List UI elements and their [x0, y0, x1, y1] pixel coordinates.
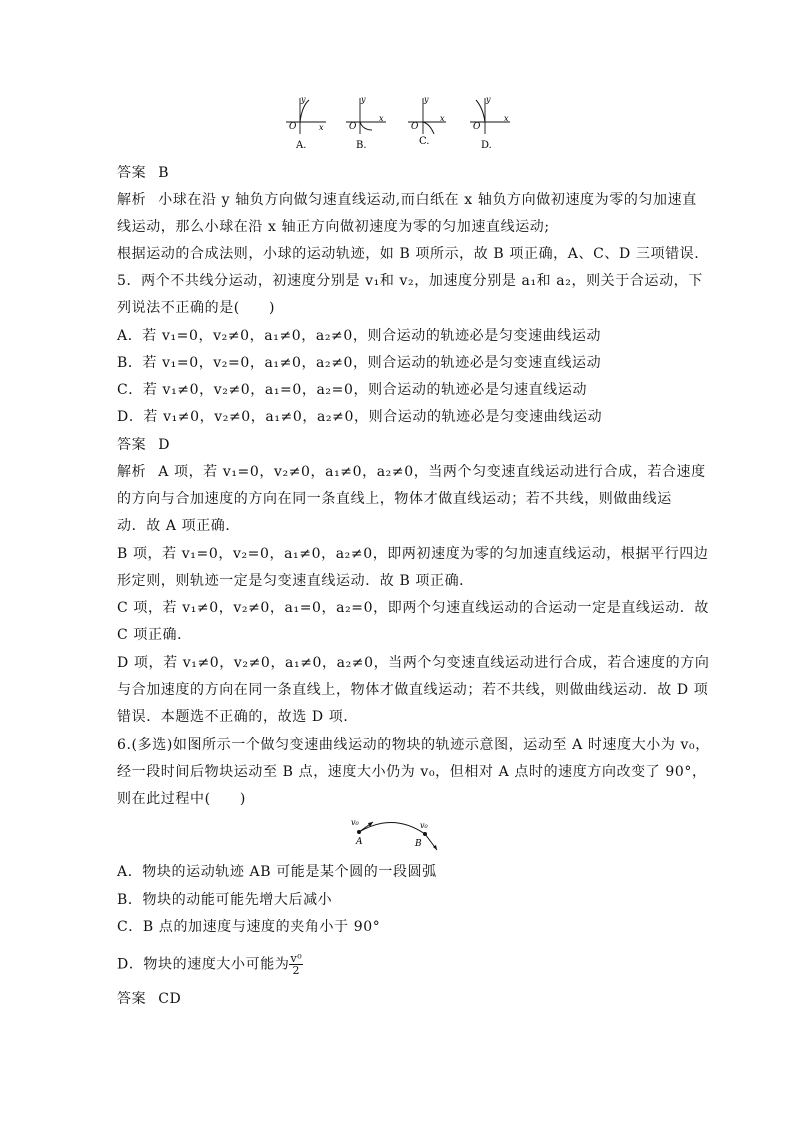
- fraction-denominator: 2: [292, 964, 301, 977]
- q5-analysis-line: D 项，若 v₁≠0，v₂≠0，a₁≠0，a₂≠0，当两个匀变速直线运动进行合成，若合速度的方向: [117, 655, 710, 671]
- analysis-label: 解析: [117, 192, 147, 208]
- axis-y-label: y: [486, 95, 491, 104]
- q4-analysis-line: 根据运动的合成法则，小球的运动轨迹，如 B 项所示，故 B 项正确，A、C、D 三项错误.: [117, 246, 700, 262]
- q6-stem: 经一段时间后物块运动至 B 点，速度大小仍为 v₀，但相对 A 点时的速度方向改变了 90°，: [117, 764, 707, 780]
- q6-stem: 6.(多选)如图所示一个做匀变速曲线运动的物块的轨迹示意图，运动至 A 时速度大小为 v₀，: [117, 737, 710, 753]
- q6-answer: [117, 990, 683, 1008]
- option-a-label: A.: [296, 140, 307, 151]
- q5-analysis-line: 与合加速度的方向在同一条直线上，物体才做直线运动；若不共线，则做曲线运动．故 D 项: [117, 682, 709, 698]
- q6-option-a: A．物块的运动轨迹 AB 可能是某个圆的一段圆弧: [117, 864, 437, 880]
- q6-trajectory-figure: [345, 818, 445, 854]
- analysis-text: 小球在沿 y 轴负方向做匀速直线运动,而白纸在 x 轴负方向做初速度为零的匀加速直: [158, 192, 697, 208]
- answer-value: CD: [158, 991, 182, 1007]
- origin-label: O: [473, 122, 481, 132]
- q5-analysis-line: 错误．本题选不正确的，故选 D 项．: [117, 709, 358, 725]
- q4-analysis-line: [117, 191, 697, 209]
- q5-analysis-line: 的方向与合加速度的方向在同一条直线上，物体才做直线运动；若不共线，则做曲线运: [117, 491, 672, 507]
- q5-analysis-line: C 项正确．: [117, 627, 192, 643]
- q5-analysis-line: 动．故 A 项正确．: [117, 518, 241, 534]
- axis-y-label: y: [301, 95, 306, 104]
- point-b-marker: [423, 832, 427, 836]
- axis-x-label: x: [319, 123, 324, 132]
- q4-answer: [117, 164, 683, 182]
- point-a-marker: [357, 830, 361, 834]
- analysis-text: A 项，若 v₁=0，v₂≠0，a₁≠0，a₂≠0，当两个匀变速直线运动进行合成，若合速度: [158, 464, 706, 480]
- axis-y-label: y: [424, 95, 429, 104]
- q5-analysis-line: [117, 463, 706, 481]
- q5-analysis-line: C 项，若 v₁≠0，v₂≠0，a₁=0，a₂=0，即两个匀速直线运动的合运动一定是直线运动．故: [117, 600, 709, 616]
- origin-label: O: [289, 122, 297, 132]
- q6-stem: 则在此过程中( ): [117, 791, 246, 807]
- origin-label: O: [411, 122, 419, 132]
- v0-label-a: v₀: [351, 818, 359, 827]
- graph-d: [470, 95, 510, 151]
- q5-stem: 5．两个不共线分运动，初速度分别是 v₁和 v₂，加速度分别是 a₁和 a₂，则关于合运动，下: [117, 273, 703, 289]
- graph-a: [286, 95, 326, 151]
- fraction-numerator: v⁰: [290, 952, 303, 965]
- q5-option-d: D．若 v₁≠0，v₂≠0，a₁≠0，a₂≠0，则合运动的轨迹必是匀变速曲线运动: [117, 409, 603, 425]
- q6-option-d: [117, 953, 683, 976]
- q5-option-a: A．若 v₁=0，v₂≠0，a₁≠0，a₂≠0，则合运动的轨迹必是匀变速曲线运动: [117, 328, 602, 344]
- q5-stem: 列说法不正确的是( ): [117, 300, 276, 316]
- origin-label: O: [349, 122, 357, 132]
- q5-analysis-line: 形定则，则轨迹一定是匀变速直线运动．故 B 项正确．: [117, 573, 474, 589]
- v0-label-b: v₀: [420, 821, 428, 830]
- option-c-label: C.: [419, 136, 430, 147]
- axis-x-label: x: [504, 114, 509, 123]
- answer-value: D: [158, 437, 171, 453]
- q5-option-b: B．若 v₁=0，v₂=0，a₁≠0，a₂≠0，则合运动的轨迹必是匀变速直线运动: [117, 355, 602, 371]
- axis-x-label: x: [379, 114, 384, 123]
- q5-analysis-line: B 项，若 v₁=0，v₂=0，a₁≠0，a₂≠0，即两初速度为零的匀加速直线运动，根据平行四边: [117, 546, 709, 562]
- analysis-label: 解析: [117, 464, 147, 480]
- option-d-text: D．物块的速度大小可能为: [117, 956, 290, 973]
- answer-label: 答案: [117, 991, 147, 1007]
- answer-label: 答案: [117, 437, 147, 453]
- answer-label: 答案: [117, 165, 147, 181]
- q6-option-c: C．B 点的加速度与速度的夹角小于 90°: [117, 919, 381, 935]
- q4-option-graphs: [280, 92, 520, 154]
- point-a-label: A: [356, 837, 363, 847]
- axis-y-label: y: [361, 95, 366, 104]
- answer-value: B: [158, 165, 170, 181]
- option-b-label: B.: [356, 140, 367, 151]
- axis-x-label: x: [440, 114, 445, 123]
- graph-c: [408, 95, 446, 147]
- q4-analysis-line: 线运动，那么小球在沿 x 轴正方向做初速度为零的匀加速直线运动;: [117, 219, 550, 235]
- graph-b: [346, 95, 386, 151]
- point-b-label: B: [415, 839, 422, 849]
- option-d-label: D.: [481, 140, 492, 151]
- q5-answer: [117, 436, 683, 454]
- fraction: [289, 953, 303, 976]
- q5-option-c: C．若 v₁≠0，v₂≠0，a₁=0，a₂=0，则合运动的轨迹必是匀速直线运动: [117, 382, 588, 398]
- q6-option-b: B．物块的动能可能先增大后减小: [117, 892, 333, 908]
